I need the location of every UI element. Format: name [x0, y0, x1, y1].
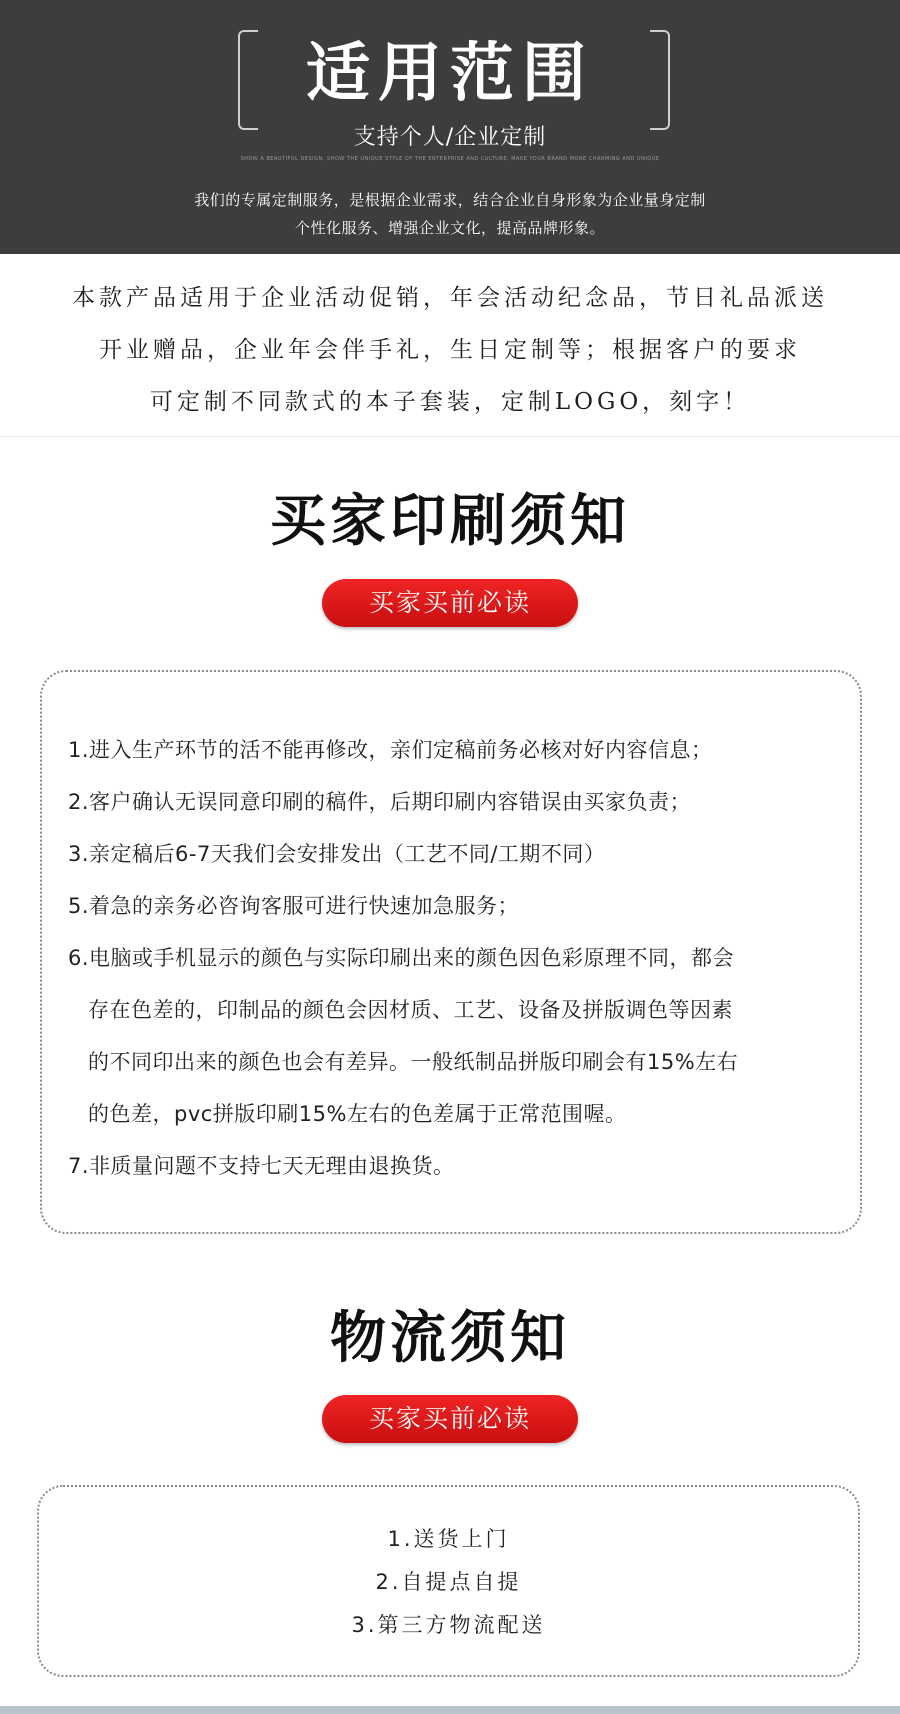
- bottom-strip: [0, 1706, 900, 1714]
- banner-fine-print: SHOW A BEAUTIFUL DESIGN, SHOW THE UNIQUE STYLE OF THE ENTERPRISE AND CULTURE, MAKE YOUR BRAND MORE CHARMING AND UNIQUE: [240, 156, 660, 162]
- printing-notice-box: [40, 670, 862, 1234]
- usage-intro-line: 可定制不同款式的本子套装，定制LOGO，刻字！: [149, 389, 751, 415]
- printing-notice-title: 买家印刷须知: [270, 489, 630, 554]
- usage-intro-line: 本款产品适用于企业活动促销，年会活动纪念品，节日礼品派送: [72, 285, 828, 311]
- list-item: 1.进入生产环节的活不能再修改，亲们定稿前务必核对好内容信息；: [68, 738, 713, 762]
- logistics-notice-box: [37, 1485, 860, 1677]
- list-item: 6.电脑或手机显示的颜色与实际印刷出来的颜色因色彩原理不同，都会 存在色差的，印制品的颜色会因材质、工艺、设备及拼版调色等因素 的不同印出来的颜色也会有差异。一般纸制品拼版印刷会有15%左右 的色差，pvc拼版印刷15%左右的色差属于正常范围喔。: [68, 946, 739, 1126]
- header-banner: [0, 0, 900, 254]
- banner-description: [0, 186, 900, 242]
- logistics-notice-list: [39, 1518, 858, 1647]
- list-item: 5.着急的亲务必咨询客服可进行快速加急服务；: [68, 894, 520, 918]
- banner-title: 适用范围: [306, 36, 594, 111]
- divider: [0, 436, 900, 437]
- list-item: 1.送货上门: [387, 1527, 510, 1551]
- list-item: 2.自提点自提: [375, 1570, 522, 1594]
- list-item: 3.第三方物流配送: [351, 1613, 546, 1637]
- printing-notice-list: [68, 724, 838, 1192]
- banner-subtitle: 支持个人/企业定制: [353, 125, 547, 150]
- logistics-notice-badge: 买家买前必读: [322, 1395, 578, 1443]
- banner-description-line: 个性化服务、增强企业文化，提高品牌形象。: [294, 219, 605, 237]
- list-item: 7.非质量问题不支持七天无理由退换货。: [68, 1154, 455, 1178]
- list-item: 2.客户确认无误同意印刷的稿件，后期印刷内容错误由买家负责；: [68, 790, 692, 814]
- usage-intro: [0, 272, 900, 428]
- list-item: 3.亲定稿后6-7天我们会安排发出（工艺不同/工期不同）: [68, 842, 606, 866]
- logistics-notice-title: 物流须知: [330, 1306, 570, 1371]
- printing-notice-badge: 买家买前必读: [322, 579, 578, 627]
- banner-description-line: 我们的专属定制服务，是根据企业需求，结合企业自身形象为企业量身定制: [194, 191, 706, 209]
- usage-intro-line: 开业赠品，企业年会伴手礼，生日定制等；根据客户的要求: [99, 337, 801, 363]
